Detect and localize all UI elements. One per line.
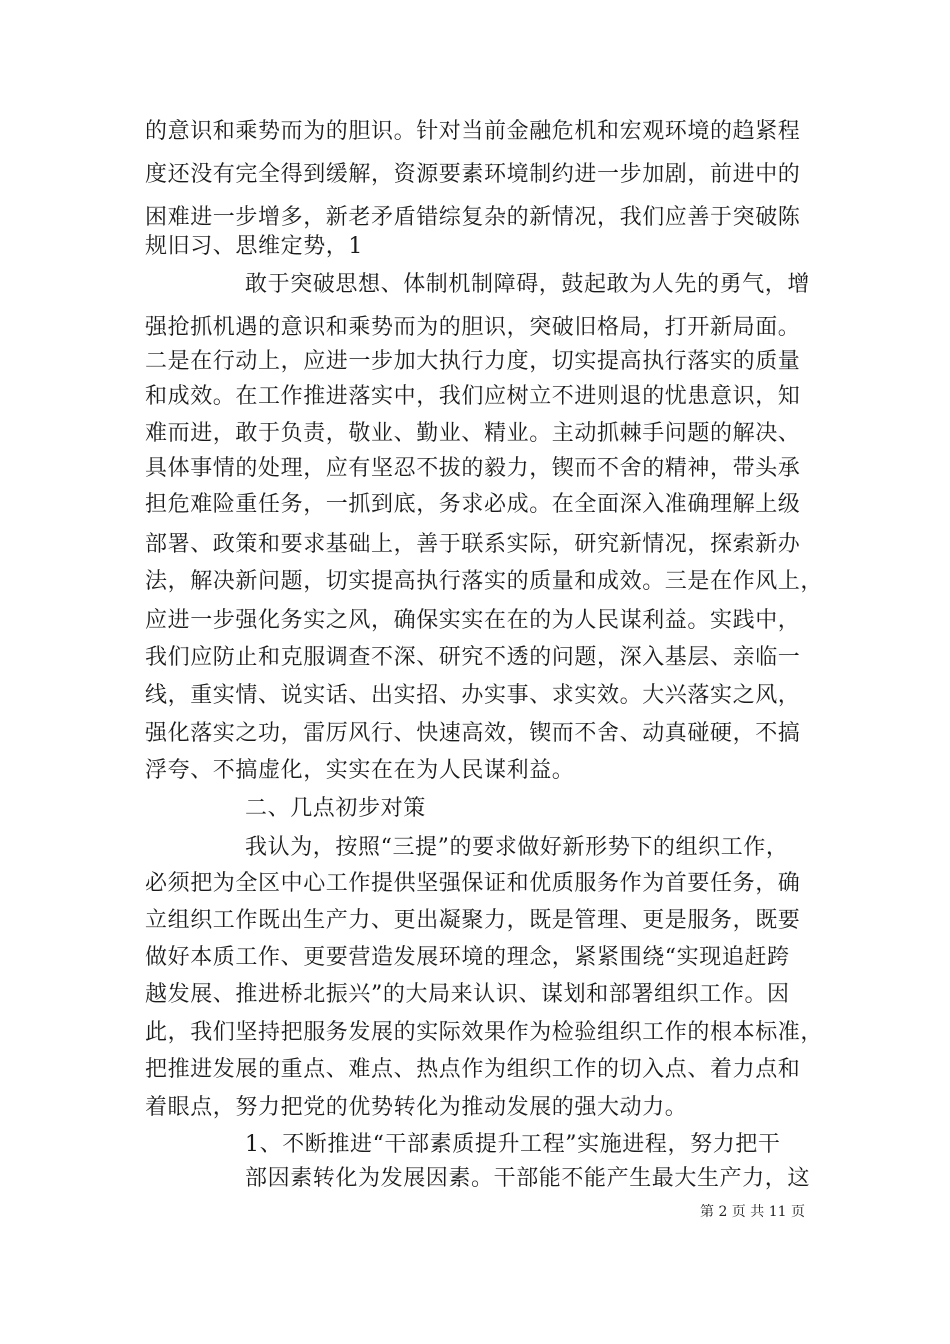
text-line: 二是在行动上，应进一步加大执行力度，切实提高执行落实的质量 (145, 349, 801, 374)
text-line: 敢于突破思想、体制机制障碍，鼓起敢为人先的勇气，增 (245, 272, 811, 297)
text-line: 度还没有完全得到缓解，资源要素环境制约进一步加剧，前进中的 (145, 162, 801, 187)
text-line: 强化落实之功，雷厉风行、快速高效，锲而不舍、动真碰硬，不搞 (145, 721, 801, 746)
text-line: 法，解决新问题，切实提高执行落实的质量和成效。三是在作风上， (145, 569, 824, 594)
text-line: 部署、政策和要求基础上，善于联系实际，研究新情况，探索新办 (145, 532, 801, 557)
text-line: 规旧习、思维定势，1 (145, 234, 363, 259)
text-line: 部因素转化为发展因素。干部能不能产生最大生产力，这 (245, 1166, 811, 1191)
text-line: 着眼点，努力把党的优势转化为推动发展的强大动力。 (145, 1095, 688, 1120)
subheading-line: 1、不断推进“干部素质提升工程”实施进程，努力把干 (245, 1132, 781, 1157)
text-line: 越发展、推进桥北振兴”的大局来认识、谋划和部署组织工作。因 (145, 982, 790, 1007)
page-number-footer: 第 2 页 共 11 页 (700, 1204, 805, 1220)
text-line: 必须把为全区中心工作提供坚强保证和优质服务作为首要任务，确 (145, 871, 801, 896)
text-line: 做好本质工作、更要营造发展环境的理念，紧紧围绕“实现追赶跨 (145, 945, 790, 970)
section-heading: 二、几点初步对策 (245, 796, 426, 821)
text-line: 立组织工作既出生产力、更出凝聚力，既是管理、更是服务，既要 (145, 908, 801, 933)
text-line: 担危难险重任务，一抓到底，务求必成。在全面深入准确理解上级 (145, 492, 801, 517)
text-line: 浮夸、不搞虚化，实实在在为人民谋利益。 (145, 758, 575, 783)
text-line: 线，重实情、说实话、出实招、办实事、求实效。大兴落实之风， (145, 683, 801, 708)
text-line: 的意识和乘势而为的胆识。针对当前金融危机和宏观环境的趋紧程 (145, 119, 801, 144)
text-line: 应进一步强化务实之风，确保实实在在的为人民谋利益。实践中， (145, 608, 801, 633)
text-line: 此，我们坚持把服务发展的实际效果作为检验组织工作的根本标准， (145, 1020, 824, 1045)
text-line: 具体事情的处理，应有坚忍不拔的毅力，锲而不舍的精神，带头承 (145, 456, 801, 481)
text-line: 难而进，敢于负责，敬业、勤业、精业。主动抓棘手问题的解决、 (145, 421, 801, 446)
text-line: 强抢抓机遇的意识和乘势而为的胆识，突破旧格局，打开新局面。 (145, 315, 801, 340)
text-line: 把推进发展的重点、难点、热点作为组织工作的切入点、着力点和 (145, 1057, 801, 1082)
text-line: 我认为，按照“三提”的要求做好新形势下的组织工作， (245, 835, 789, 860)
text-line: 和成效。在工作推进落实中，我们应树立不进则退的忧患意识，知 (145, 384, 801, 409)
text-line: 困难进一步增多，新老矛盾错综复杂的新情况，我们应善于突破陈 (145, 205, 801, 230)
text-line: 我们应防止和克服调查不深、研究不透的问题，深入基层、亲临一 (145, 645, 801, 670)
